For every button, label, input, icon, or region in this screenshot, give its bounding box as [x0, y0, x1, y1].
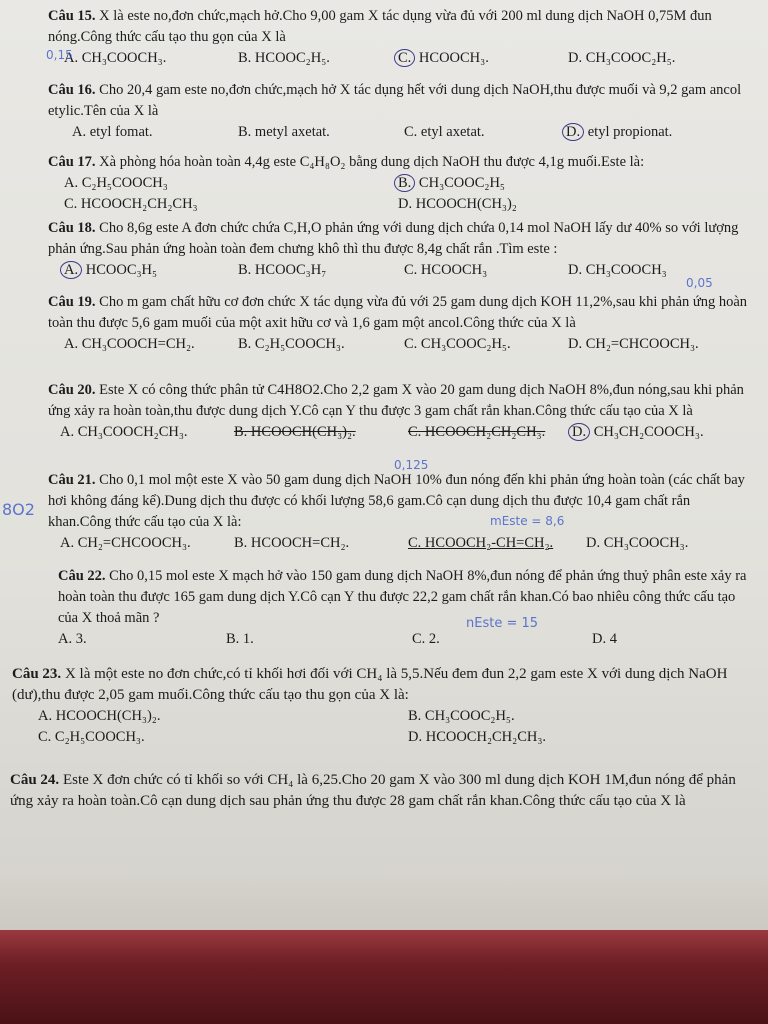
answer-circle: D. — [568, 423, 590, 441]
answer-circle: A. — [60, 261, 82, 279]
handwritten-note: 0,05 — [686, 276, 713, 290]
options — [48, 260, 752, 281]
question-21 — [48, 470, 752, 554]
option-b: B. HCOOC₂H₅. — [238, 50, 330, 66]
question-text: Cho 20,4 gam este no,đơn chức,mạch hở X tác dụng hết với dung dịch NaOH,thu được muối và 9,2 gam ancol etylic.Tên của X là — [48, 82, 742, 119]
question-19 — [48, 292, 752, 355]
option-a: A. CH₃COOCH₂CH₃. — [60, 424, 188, 440]
option-c: C. 2. — [412, 631, 440, 647]
fabric-background — [0, 930, 768, 1024]
question-15 — [48, 6, 752, 69]
option-c: C. HCOOCH₃ — [404, 262, 488, 278]
option-d: D. CH₃COOC₂H₅. — [568, 50, 676, 66]
option-b: B. metyl axetat. — [238, 124, 330, 140]
question-text: X là este no,đơn chức,mạch hở.Cho 9,00 gam X tác dụng vừa đủ với 200 ml dung dịch NaOH 0,75M đun nóng.Công thức cấu tạo thu gọn của X là — [48, 8, 712, 45]
options — [48, 533, 752, 554]
question-text: Este X đơn chức có tỉ khối so với CH₄ là 6,25.Cho 20 gam X vào 300 ml dung dịch KOH 1M,đun nóng để phản ứng xảy ra hoàn toàn.Cô cạn dung dịch sau phản ứng thu được 28 gam chất rắn khan.Công thức cấu tạo của X là — [10, 772, 736, 809]
question-20 — [48, 380, 752, 443]
option-a: A. C₂H₅COOCH₃ — [64, 175, 168, 191]
options — [48, 122, 752, 143]
option-a: A. CH₂=CHCOOCH₃. — [60, 535, 191, 551]
handwritten-note: nEste = 15 — [466, 616, 539, 631]
question-number: Câu 18. — [48, 220, 96, 236]
options — [58, 629, 752, 650]
question-text: Este X có công thức phân tử C4H8O2.Cho 2,2 gam X vào 20 gam dung dịch NaOH 8%,đun nóng,sau khi phản ứng xảy ra hoàn toàn,thu được dung dịch Y.Cô cạn Y thu được 3 gam chất rắn khan.Công thức cấu tạo của X là — [48, 382, 744, 419]
handwritten-note: 8O2 — [2, 500, 35, 519]
question-18 — [48, 218, 752, 281]
options — [12, 706, 758, 727]
option-b: B. 1. — [226, 631, 254, 647]
option-a — [64, 260, 157, 281]
question-number: Câu 24. — [10, 772, 60, 788]
question-number: Câu 19. — [48, 294, 96, 310]
option-c — [398, 48, 489, 69]
options — [48, 334, 752, 355]
question-number: Câu 16. — [48, 82, 96, 98]
options — [48, 173, 752, 194]
option-a: A. CH₃COOCH₃. — [64, 50, 167, 66]
option-c: C. HCOOCH₂CH₂CH₃ — [64, 196, 198, 212]
question-text: Xà phòng hóa hoàn toàn 4,4g este C₄H₈O₂ bằng dung dịch NaOH thu được 4,1g muối.Este là: — [99, 154, 645, 170]
option-a: A. HCOOCH(CH₃)₂. — [38, 708, 161, 724]
handwritten-note: mEste = 8,6 — [490, 514, 565, 528]
option-d-text: etyl propionat. — [587, 124, 673, 140]
answer-circle: D. — [562, 123, 584, 141]
option-b: B. C₂H₅COOCH₃. — [238, 336, 345, 352]
option-d: D. CH₃COOCH₃ — [568, 262, 667, 278]
question-text: Cho 0,1 mol một este X vào 50 gam dung dịch NaOH 10% đun nóng đến khi phản ứng hoàn toàn (các chất bay hơi không đáng kể).Dung dịch thu được có khối lượng 58,6 gam.Cô cạn dung dịch thu được 10,4 gam chất rắn khan.Công thức cấu tạo của X là: — [48, 472, 745, 530]
options — [48, 422, 752, 443]
option-c: C. CH₃COOC₂H₅. — [404, 336, 511, 352]
option-d: D. CH₂=CHCOOCH₃. — [568, 336, 699, 352]
question-number: Câu 15. — [48, 8, 96, 24]
option-d: D. HCOOCH₂CH₂CH₃. — [408, 729, 547, 745]
option-d: D. HCOOCH(CH₃)₂ — [398, 196, 517, 212]
option-d: D. 4 — [592, 631, 617, 647]
options-row-2 — [12, 727, 758, 748]
handwritten-note: 0,125 — [394, 458, 429, 472]
option-c: C. etyl axetat. — [404, 124, 485, 140]
option-c: C. C₂H₅COOCH₃. — [38, 729, 145, 745]
question-text: Cho 8,6g este A đơn chức chứa C,H,O phản ứng với dung dịch chứa 0,14 mol NaOH lấy dư 40% so với lượng phản ứng.Sau phản ứng hoàn toàn đem chưng khô thì thu được 8,4g chất rắn .Tìm este : — [48, 220, 739, 257]
options-row-2 — [48, 194, 752, 215]
question-text: Cho 0,15 mol este X mạch hở vào 150 gam dung dịch NaOH 8%,đun nóng để phản ứng thuỷ phân este xảy ra hoàn toàn thu được 165 gam dung dịch Y.Cô cạn Y thu được 22,2 gam chất rắn khan.Có bao nhiêu công thức cấu tạo của X thoả mãn ? — [58, 568, 747, 626]
handwritten-note: 0,15 — [46, 48, 73, 62]
question-text: X là một este no đơn chức,có tỉ khối hơi đối với CH₄ là 5,5.Nếu đem đun 2,2 gam este X với dung dịch NaOH (dư),thu được 2,05 gam muối.Công thức cấu tạo thu gọn của X là: — [12, 666, 728, 703]
question-24 — [10, 770, 756, 812]
question-23 — [12, 664, 758, 748]
option-c: C. HCOOCH₂-CH=CH₂. — [408, 535, 554, 551]
question-number: Câu 22. — [58, 568, 106, 584]
option-b: B. HCOOCH(CH₃)₂. — [234, 424, 356, 440]
question-17 — [48, 152, 752, 215]
option-a: A. 3. — [58, 631, 87, 647]
option-b: B. HCOOC₃H₇ — [238, 262, 327, 278]
question-number: Câu 17. — [48, 154, 96, 170]
option-a: A. CH₃COOCH=CH₂. — [64, 336, 195, 352]
answer-circle: B. — [394, 174, 415, 192]
question-number: Câu 20. — [48, 382, 96, 398]
option-b: B. CH₃COOC₂H₅. — [408, 708, 515, 724]
option-d — [572, 422, 704, 443]
question-number: Câu 21. — [48, 472, 96, 488]
question-number: Câu 23. — [12, 666, 62, 682]
option-b-text: CH₃COOC₂H₅ — [418, 175, 505, 191]
option-c: C. HCOOCH₂CH₂CH₃. — [408, 424, 546, 440]
option-a: A. etyl fomat. — [72, 124, 153, 140]
question-text: Cho m gam chất hữu cơ đơn chức X tác dụng vừa đủ với 25 gam dung dịch KOH 11,2%,sau khi phản ứng hoàn toàn thu được 5,6 gam muối của một axit hữu cơ và 1,6 gam một ancol.Công thức của X là — [48, 294, 748, 331]
option-b: B. HCOOCH=CH₂. — [234, 535, 350, 551]
option-c-text: HCOOCH₃. — [418, 50, 489, 66]
answer-circle: C. — [394, 49, 415, 67]
option-d-text: CH₃CH₂COOCH₃. — [593, 424, 704, 440]
options — [48, 48, 752, 69]
option-d — [566, 122, 672, 143]
option-a-text: HCOOC₃H₅ — [85, 262, 158, 278]
option-b — [398, 173, 505, 194]
question-16 — [48, 80, 752, 143]
question-22 — [58, 566, 752, 650]
option-d: D. CH₃COOCH₃. — [586, 535, 689, 551]
